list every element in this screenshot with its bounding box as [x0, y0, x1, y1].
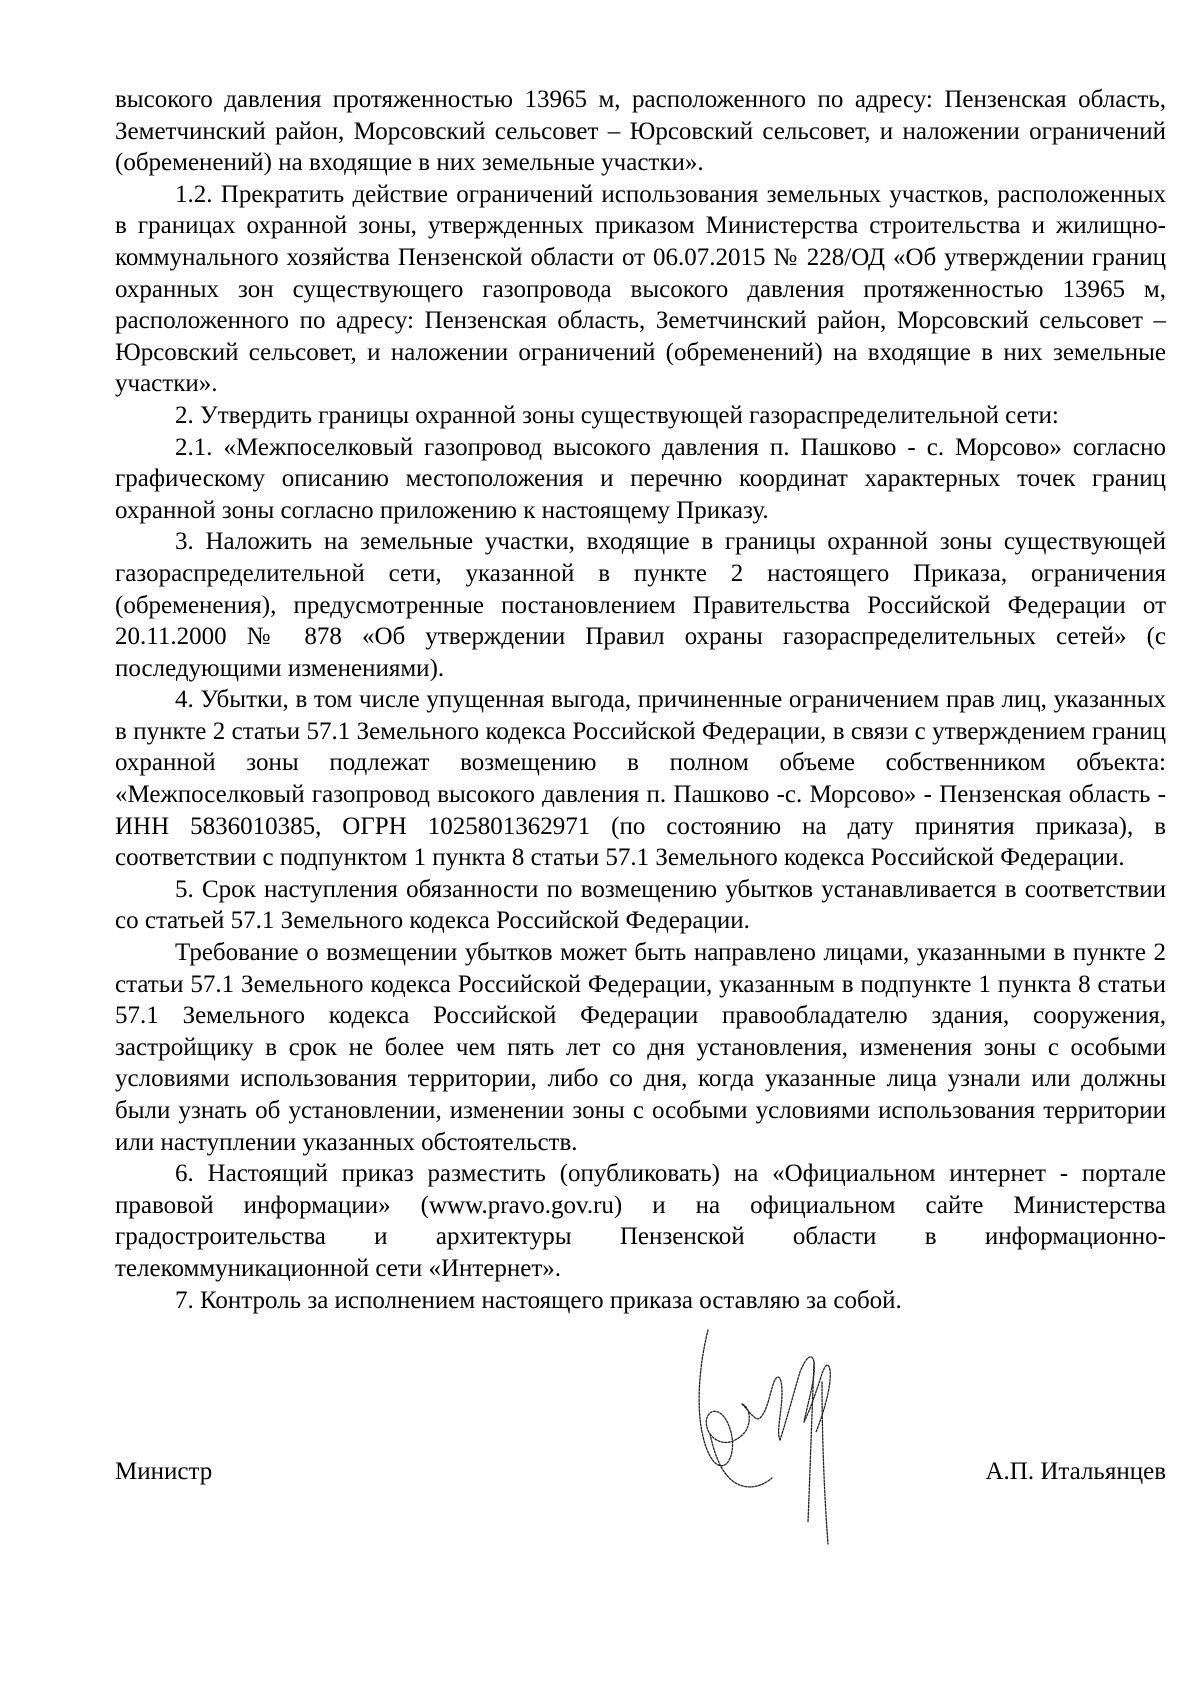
paragraph-2-1: 2.1. «Межпоселковый газопровод высокого давления п. Пашково - с. Морсово» согласно графическому описанию местоположения и перечню координат характерных точек границ охранной зоны согласно приложению к настоящему Приказу. [115, 433, 1166, 524]
paragraph-5: 5. Срок наступления обязанности по возмещению убытков устанавливается в соответствии со статьей 57.1 Земельного кодекса Российской Федерации. [115, 875, 1166, 935]
document-body [115, 84, 1166, 1316]
signatory-name: А.П. Итальянцев [985, 1458, 1166, 1485]
paragraph-continuation: высокого давления протяженностью 13965 м, расположенного по адресу: Пензенская область, Земетчинский район, Морсовский сельсовет – Юрсовский сельсовет, и наложении ограничений (обременений) на входящие в них земельные участки». [115, 86, 1166, 177]
paragraph-1-2: 1.2. Прекратить действие ограничений использования земельных участков, расположенных в границах охранной зоны, утвержденных приказом Министерства строительства и жилищно-коммунального хозяйства Пензенской области от 06.07.2015 № 228/ОД «Об утверждении границ охранных зон существующего газопровода высокого давления протяженностью 13965 м, расположенного по адресу: Пензенская область, Земетчинский район, Морсовский сельсовет – Юрсовский сельсовет, и наложении ограничений (обременений) на входящие в них земельные участки». [115, 180, 1166, 398]
signature-block [115, 1440, 1166, 1485]
paragraph-7: 7. Контроль за исполнением настоящего приказа оставляю за собой. [175, 1286, 902, 1314]
handwritten-signature-icon [690, 1322, 850, 1552]
paragraph-4: 4. Убытки, в том числе упущенная выгода, причиненные ограничением прав лиц, указанных в пункте 2 статьи 57.1 Земельного кодекса Российской Федерации, в связи с утверждением границ охранной зоны подлежат возмещению в полном объеме собственником объекта: «Межпоселковый газопровод высокого давления п. Пашково -с. Морсово» - Пензенская область - ИНН 5836010385, ОГРН 1025801362971 (по состоянию на дату принятия приказа), в соответствии с подпунктом 1 пункта 8 статьи 57.1 Земельного кодекса Российской Федерации. [115, 686, 1166, 872]
paragraph-6: 6. Настоящий приказ разместить (опубликовать) на «Официальном интернет - портале правовой информации» (www.pravo.gov.ru) и на официальном сайте Министерства градостроительства и архитектуры Пензенской области в информационно-телекоммуникационной сети «Интернет». [115, 1160, 1166, 1282]
paragraph-3: 3. Наложить на земельные участки, входящие в границы охранной зоны существующей газораспределительной сети, указанной в пункте 2 настоящего Приказа, ограничения (обременения), предусмотренные постановлением Правительства Российской Федерации от 20.11.2000 № 878 «Об утверждении Правил охраны газораспределительных сетей» (с последующими изменениями). [115, 528, 1166, 682]
paragraph-2: 2. Утвердить границы охранной зоны существующей газораспределительной сети: [175, 401, 1059, 429]
signatory-title: Министр [115, 1458, 213, 1485]
paragraph-damages-claim: Требование о возмещении убытков может быть направлено лицами, указанными в пункте 2 статьи 57.1 Земельного кодекса Российской Федерации, указанным в подпункте 1 пункта 8 статьи 57.1 Земельного кодекса Российской Федерации правообладателю здания, сооружения, застройщику в срок не более чем пять лет со дня установления, изменения зоны с особыми условиями использования территории, либо со дня, когда указанные лица узнали или должны были узнать об установлении, изменении зоны с особыми условиями использования территории или наступлении указанных обстоятельств. [115, 939, 1166, 1156]
